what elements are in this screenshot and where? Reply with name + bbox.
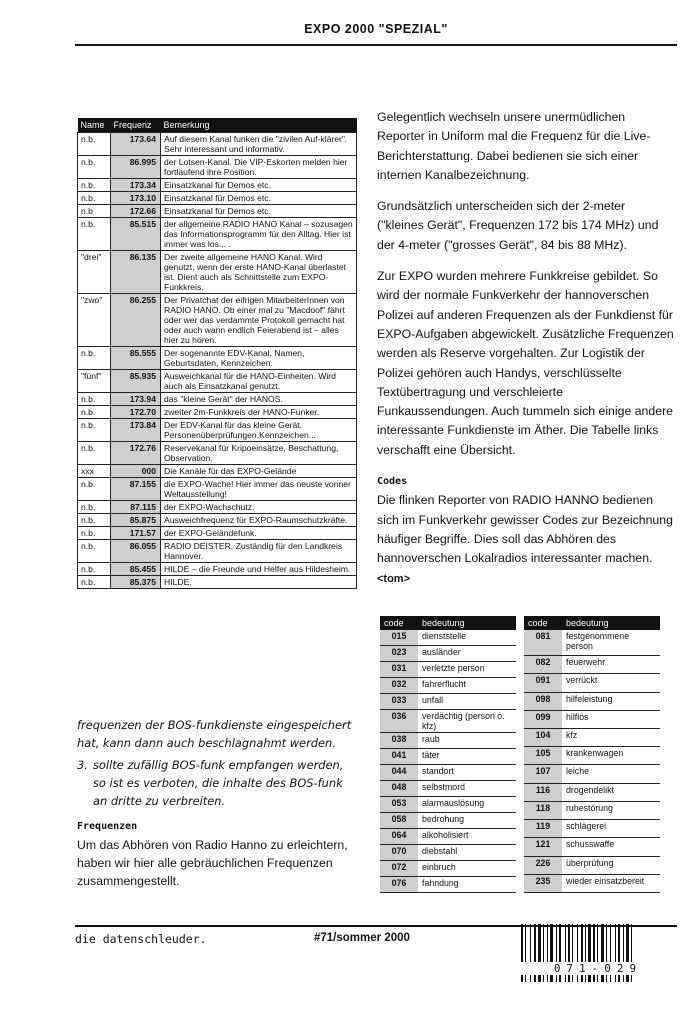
codes-tables <box>380 616 660 893</box>
code-value: 023 <box>380 646 418 662</box>
code-row <box>380 678 516 694</box>
code-header: code <box>524 616 562 630</box>
channel-note: Einsatzkanal für Demos etc. <box>161 205 357 218</box>
code-meaning: hilfeleistung <box>562 692 660 710</box>
frequency-row <box>78 251 357 294</box>
channel-name: "zwo" <box>78 294 111 347</box>
code-meaning: täter <box>418 749 516 765</box>
codes-heading: Codes <box>377 476 408 488</box>
channel-frequency: 172.76 <box>111 442 161 465</box>
codes-paragraph <box>377 491 675 588</box>
code-meaning: alarmauslösung <box>418 797 516 813</box>
right-column <box>377 108 675 589</box>
channel-note: Reservekanal für Kripoeinsätze, Beschattung, Observation. <box>161 442 357 465</box>
code-value: 076 <box>380 877 418 893</box>
code-row <box>524 838 660 856</box>
list-text: sollte zufällig BOS-funk empfangen werden, so ist es verboten, die inhalte des BOS-funk an dritte zu verbreiten. <box>93 758 344 808</box>
code-row <box>524 820 660 838</box>
channel-note: Auf diesem Kanal funken die "zivilen Auf-klärer". Sehr interessant und informativ. <box>161 133 357 156</box>
frequency-table <box>77 118 357 589</box>
code-meaning: ruhestörung <box>562 801 660 819</box>
code-value: 041 <box>380 749 418 765</box>
code-row <box>380 733 516 749</box>
code-value: 082 <box>524 656 562 674</box>
frequency-row <box>78 192 357 205</box>
code-meaning: ausländer <box>418 646 516 662</box>
frequency-row <box>78 347 357 370</box>
channel-name: n.b. <box>78 576 111 589</box>
channel-frequency: 173.94 <box>111 393 161 406</box>
code-row <box>524 874 660 892</box>
frequency-row <box>78 133 357 156</box>
channel-name: n.b. <box>78 133 111 156</box>
code-row <box>380 630 516 646</box>
code-meaning: schusswaffe <box>562 838 660 856</box>
channel-note: HILDE. <box>161 576 357 589</box>
code-meaning: einbruch <box>418 861 516 877</box>
channel-frequency: 000 <box>111 465 161 478</box>
code-row <box>380 710 516 733</box>
channel-note: Einsatzkanal für Demos etc. <box>161 192 357 205</box>
frequency-row <box>78 478 357 501</box>
frequency-row <box>78 218 357 251</box>
frequency-row <box>78 540 357 563</box>
channel-note: der Lotsen-Kanal. Die VIP-Eskorten melden hier fortlaufend ihre Position. <box>161 156 357 179</box>
frequency-table-header <box>78 118 357 133</box>
channel-frequency: 87.115 <box>111 501 161 514</box>
channel-note: der EXPO-Wachschutz. <box>161 501 357 514</box>
frequency-row <box>78 406 357 419</box>
frequency-row <box>78 563 357 576</box>
code-row <box>380 845 516 861</box>
channel-name: n.b. <box>78 563 111 576</box>
channel-name: n.b. <box>78 527 111 540</box>
frequency-row <box>78 205 357 218</box>
frequenzen-paragraph: Um das Abhören von Radio Hanno zu erleichtern, haben wir hier alle gebräuchlichen Frequenzen zusammengestellt. <box>77 838 348 888</box>
meaning-header: bedeutung <box>562 616 660 630</box>
code-row <box>380 797 516 813</box>
frequency-row <box>78 294 357 347</box>
code-value: 072 <box>380 861 418 877</box>
code-row <box>380 662 516 678</box>
code-row <box>524 747 660 765</box>
frequency-row <box>78 442 357 465</box>
channel-name: n.b. <box>78 419 111 442</box>
channel-name: n.b. <box>78 179 111 192</box>
frequency-row <box>78 419 357 442</box>
channel-frequency: 85.935 <box>111 370 161 393</box>
code-value: 104 <box>524 728 562 746</box>
channel-frequency: 172.66 <box>111 205 161 218</box>
code-row <box>524 630 660 656</box>
frequency-row <box>78 514 357 527</box>
codes-text: Die flinken Reporter von RADIO HANNO bedienen sich im Funkverkehr gewisser Codes zur Bezeichnung häufiger Begriffe. Dies soll das Abhören des hannoverschen Lokalradios interessanter machen. <box>377 493 673 566</box>
frequency-row <box>78 370 357 393</box>
code-row <box>524 783 660 801</box>
frequency-row <box>78 527 357 540</box>
code-value: 235 <box>524 874 562 892</box>
code-meaning: krankenwagen <box>562 747 660 765</box>
code-row <box>524 765 660 783</box>
channel-frequency: 85.375 <box>111 576 161 589</box>
channel-note: Der Privatchat der eifrigen MitarbeiterInnen von RADIO HANO. Ob einer mal zu "Macdoof" fährt oder wer das verdammte Protokoll gemacht hat oder auch wann endlich Feierabend ist – alles hier zu hören. <box>161 294 357 347</box>
code-meaning: feuerwehr <box>562 656 660 674</box>
code-value: 116 <box>524 783 562 801</box>
code-value: 048 <box>380 781 418 797</box>
code-value: 098 <box>524 692 562 710</box>
paragraph-3: Zur EXPO wurden mehrere Funkkreise gebildet. So wird der normale Funkverkehr der hannoverschen Polizei auf anderen Frequenzen als der Funkdienst für EXPO-Aufgaben abgewickelt. Zusätzliche Frequenzen werden als Reserve vorgehalten. Zur Logistik der Polizei gehören auch Handys, verschlüsselte Textübertragung und verschleierte Funkaussendungen. Auch tummeln sich einige andere interessante Funkdienste im Äther. Die Tabelle links verschafft eine Übersicht. <box>377 269 674 457</box>
channel-name: n.b. <box>78 514 111 527</box>
frequency-row <box>78 576 357 589</box>
channel-name: n.b <box>78 205 111 218</box>
left-text-block <box>77 716 359 890</box>
magazine-name: die datenschleuder. <box>75 932 207 946</box>
channel-note: die EXPO-Wache! Hier immer das neuste vonner Weltausstellung! <box>161 478 357 501</box>
code-value: 044 <box>380 765 418 781</box>
code-row <box>380 749 516 765</box>
col-note-header: Bemerkung <box>161 118 357 133</box>
code-value: 105 <box>524 747 562 765</box>
channel-frequency: 85.875 <box>111 514 161 527</box>
channel-frequency: 173.34 <box>111 179 161 192</box>
channel-note: der EXPO-Geländefunk. <box>161 527 357 540</box>
channel-frequency: 86.255 <box>111 294 161 347</box>
channel-name: "drei" <box>78 251 111 294</box>
col-freq-header: Frequenz <box>111 118 161 133</box>
code-value: 064 <box>380 829 418 845</box>
channel-frequency: 171.57 <box>111 527 161 540</box>
code-row <box>380 694 516 710</box>
bos-continuation: frequenzen der BOS-funkdienste eingespeichert hat, kann dann auch beschlagnahmt werden. <box>77 718 352 750</box>
code-value: 107 <box>524 765 562 783</box>
channel-frequency: 173.10 <box>111 192 161 205</box>
code-value: 038 <box>380 733 418 749</box>
frequency-row <box>78 393 357 406</box>
code-row <box>380 861 516 877</box>
code-meaning: unfall <box>418 694 516 710</box>
channel-name: xxx <box>78 465 111 478</box>
code-meaning: verdächtig (person o. kfz) <box>418 710 516 733</box>
channel-name: n.b. <box>78 156 111 179</box>
channel-note: Der EDV-Kanal für das kleine Gerät. Personenüberprüfungen,Kennzeichen... <box>161 419 357 442</box>
code-value: 070 <box>380 845 418 861</box>
channel-frequency: 86.055 <box>111 540 161 563</box>
code-meaning: kfz <box>562 728 660 746</box>
meaning-header: bedeutung <box>418 616 516 630</box>
channel-note: das "kleine Gerät" der HANOS. <box>161 393 357 406</box>
paragraph-1: Gelegentlich wechseln unsere unermüdlichen Reporter in Uniform mal die Frequenz für die Live-Berichterstattung. Dabei bedienen sie sich einer internen Kanalbezeichnung. <box>377 110 651 182</box>
channel-note: RADIO DEISTER. Zuständig für den Landkreis Hannover. <box>161 540 357 563</box>
code-header: code <box>380 616 418 630</box>
channel-frequency: 85.555 <box>111 347 161 370</box>
code-value: 081 <box>524 630 562 656</box>
channel-name: n.b. <box>78 540 111 563</box>
code-value: 099 <box>524 710 562 728</box>
code-row <box>380 813 516 829</box>
frequency-row <box>78 465 357 478</box>
code-value: 091 <box>524 674 562 692</box>
channel-frequency: 86.995 <box>111 156 161 179</box>
code-row <box>524 728 660 746</box>
code-value: 226 <box>524 856 562 874</box>
channel-note: HILDE – die Freunde und Helfer aus Hildesheim. <box>161 563 357 576</box>
author-signature: <tom> <box>377 572 411 585</box>
channel-name: n.b. <box>78 192 111 205</box>
paragraph-2: Grundsätzlich unterscheiden sich der 2-meter ("kleines Gerät", Frequenzen 172 bis 174 MHz) und der 4-meter ("grosses Gerät", 84 bis 88 MHz). <box>377 199 659 252</box>
channel-note: Der zweite allgemeine HANO Kanal. Wird genutzt, wenn der erste HANO-Kanal überlastet ist. Dient auch als Schnittstelle zum EXPO-Funkkreis. <box>161 251 357 294</box>
channel-note: Die Kanäle für das EXPO-Gelände <box>161 465 357 478</box>
frequency-row <box>78 501 357 514</box>
codes-table-right <box>524 616 660 893</box>
code-row <box>524 656 660 674</box>
code-meaning: standort <box>418 765 516 781</box>
code-value: 121 <box>524 838 562 856</box>
code-row <box>524 710 660 728</box>
code-value: 033 <box>380 694 418 710</box>
channel-frequency: 173.64 <box>111 133 161 156</box>
barcode-number: 071-029 <box>519 962 677 975</box>
code-value: 031 <box>380 662 418 678</box>
channel-name: n.b. <box>78 347 111 370</box>
code-meaning: diebstahl <box>418 845 516 861</box>
code-row <box>380 781 516 797</box>
frequenzen-heading: Frequenzen <box>77 821 138 832</box>
channel-note: zweiter 2m-Funkkreis der HANO-Funker. <box>161 406 357 419</box>
code-row <box>524 801 660 819</box>
code-row <box>380 765 516 781</box>
code-meaning: fahrerflucht <box>418 678 516 694</box>
code-meaning: raub <box>418 733 516 749</box>
col-name-header: Name <box>78 118 111 133</box>
channel-frequency: 85.455 <box>111 563 161 576</box>
code-meaning: festgenommene person <box>562 630 660 656</box>
code-meaning: verrückt <box>562 674 660 692</box>
code-value: 015 <box>380 630 418 646</box>
issue-number: #71/sommer 2000 <box>314 932 410 944</box>
code-value: 118 <box>524 801 562 819</box>
code-meaning: leiche <box>562 765 660 783</box>
code-value: 119 <box>524 820 562 838</box>
channel-note: Der sogenannte EDV-Kanal. Namen, Geburtsdaten, Kennzeichen. <box>161 347 357 370</box>
barcode-image <box>519 922 677 986</box>
channel-name: n.b. <box>78 406 111 419</box>
channel-note: Einsatzkanal für Demos etc. <box>161 179 357 192</box>
code-meaning: alkoholisiert <box>418 829 516 845</box>
code-meaning: drogendelikt <box>562 783 660 801</box>
code-row <box>524 674 660 692</box>
frequency-row <box>78 156 357 179</box>
channel-name: "fünf" <box>78 370 111 393</box>
channel-note: der allgemeine RADIO HANO Kanal – sozusagen das Informationsprogramm für den Alltag. Hier ist immer was los... . <box>161 218 357 251</box>
channel-note: Ausweichfrequenz für EXPO-Raumschutzkräfte. <box>161 514 357 527</box>
channel-name: n.b. <box>78 218 111 251</box>
code-value: 032 <box>380 678 418 694</box>
code-meaning: schlägerei <box>562 820 660 838</box>
code-row <box>380 829 516 845</box>
channel-frequency: 85.515 <box>111 218 161 251</box>
code-meaning: bedrohung <box>418 813 516 829</box>
code-value: 058 <box>380 813 418 829</box>
channel-frequency: 86.135 <box>111 251 161 294</box>
list-number: 3. <box>77 758 88 772</box>
list-item-3 <box>77 756 359 810</box>
code-meaning: fahndung <box>418 877 516 893</box>
channel-frequency: 172.70 <box>111 406 161 419</box>
code-meaning: verletzte person <box>418 662 516 678</box>
frequency-row <box>78 179 357 192</box>
channel-frequency: 87.155 <box>111 478 161 501</box>
channel-name: n.b. <box>78 442 111 465</box>
code-meaning: dienststelle <box>418 630 516 646</box>
channel-note: Ausweichkanal für die HANO-Einheiten. Wird auch als Einsatzkanal genutzt. <box>161 370 357 393</box>
code-meaning: hilflos <box>562 710 660 728</box>
codes-table-left <box>380 616 516 893</box>
header-title: EXPO 2000 "SPEZIAL" <box>304 22 448 36</box>
channel-name: n.b. <box>78 501 111 514</box>
code-row <box>524 856 660 874</box>
channel-name: n.b. <box>78 393 111 406</box>
code-row <box>524 692 660 710</box>
code-meaning: selbstmord <box>418 781 516 797</box>
code-meaning: überprüfung <box>562 856 660 874</box>
code-value: 053 <box>380 797 418 813</box>
code-meaning: wieder einsatzbereit <box>562 874 660 892</box>
channel-name: n.b. <box>78 478 111 501</box>
page-header <box>75 14 677 46</box>
code-row <box>380 646 516 662</box>
code-value: 036 <box>380 710 418 733</box>
channel-frequency: 173.84 <box>111 419 161 442</box>
code-row <box>380 877 516 893</box>
